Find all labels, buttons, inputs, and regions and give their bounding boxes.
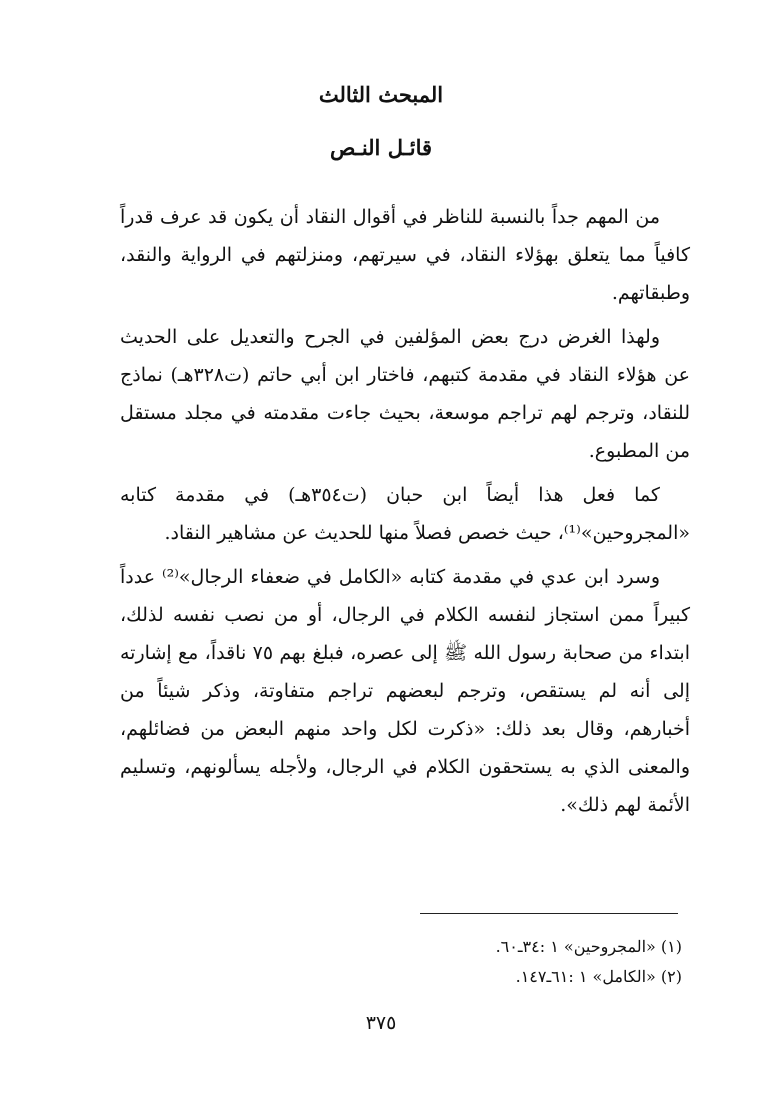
footnote: (١) «المجروحين» ١ :٣٤ـ٦٠. xyxy=(495,937,682,956)
paragraph: وسرد ابن عدي في مقدمة كتابه «الكامل في ضعفاء الرجال»⁽²⁾ عدداً كبيراً ممن استجاز لنفسه الكلام في الرجال، أو من نصب نفسه لذلك، ابتداء من صحابة رسول الله ﷺ إلى عصره، فبلغ بهم ٧٥ ناقداً، مع إشارته إلى أنه لم يستقص، وترجم لبعضهم تراجم متفاوتة، وذكر شيئاً من أخبارهم، وقال بعد ذلك: «ذكرت لكل واحد منهم البعض من فضائلهم، والمعنى الذي به يستحقون الكلام في الرجال، ولأجله يسألونهم، وتسليم الأئمة لهم ذلك». xyxy=(120,566,691,816)
paragraph: من المهم جداً بالنسبة للناظر في أقوال النقاد أن يكون قد عرف قدراً كافياً مما يتعلق بهؤلاء النقاد، في سيرتهم، ومنزلتهم في الرواية والنقد، وطبقاتهم. xyxy=(120,206,690,304)
body-text xyxy=(120,198,690,830)
paragraph: كما فعل هذا أيضاً ابن حبان (ت٣٥٤هـ) في مقدمة كتابه «المجروحين»⁽¹⁾، حيث خصص فصلاً منها للحديث عن مشاهير النقاد. xyxy=(120,484,690,544)
section-label: المبحث الثالث xyxy=(318,82,444,107)
footnote-divider xyxy=(420,913,678,914)
paragraph: ولهذا الغرض درج بعض المؤلفين في الجرح والتعديل على الحديث عن هؤلاء النقاد في مقدمة كتبهم، فاختار ابن أبي حاتم (ت٣٢٨هـ) نماذج للنقاد، وترجم لهم تراجم موسعة، بحيث جاءت مقدمته في مجلد مستقل من المطبوع. xyxy=(120,326,691,462)
section-title: قائـل النـص xyxy=(329,135,433,160)
page-number: ٣٧٥ xyxy=(365,1012,397,1034)
footnote: (٢) «الكامل» ١ :٦١ـ١٤٧. xyxy=(515,967,682,986)
footnotes xyxy=(120,932,690,992)
